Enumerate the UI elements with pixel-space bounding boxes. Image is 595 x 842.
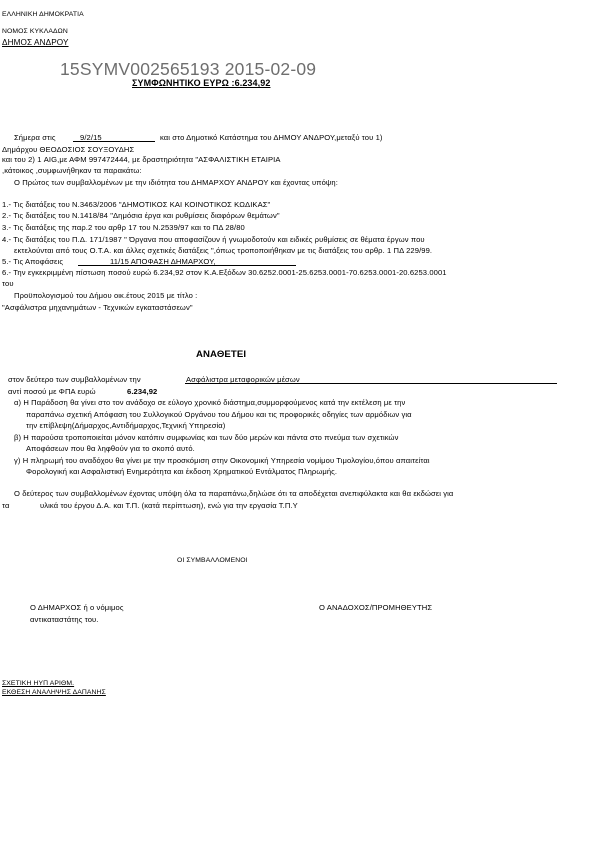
intro-place: και στο Δημοτικό Κατάστημα του ΔΗΜΟΥ ΑΝΔΡΟΥ,μεταξύ του 1) bbox=[160, 133, 383, 142]
assignment-amount-value: 6.234,92 bbox=[127, 387, 158, 396]
consideration-3: 3.- Τις διατάξεις της παρ.2 του αρθρ 17 του Ν.2539/97 και το ΠΔ 28/80 bbox=[2, 223, 245, 232]
date-fill-line bbox=[73, 141, 155, 142]
term-c-line2: Φορολογική και Ασφαλιστική Ενημερότητα και έκδοση Χρηματικού Εντάλματος Πληρωμής. bbox=[26, 467, 338, 476]
final-statement-line1: Ο δεύτερος των συμβαλλομένων έχοντας υπόψη όλα τα παραπάνω,δηλώσε ότι τα αποδέχεται ανεπιφύλακτα και θα εκδώσει για bbox=[14, 489, 454, 498]
intro-date-label: Σήμερα στις bbox=[14, 133, 56, 142]
signatory-contractor: Ο ΑΝΑΔΟΧΟΣ/ΠΡΟΜΗΘΕΥΤΗΣ bbox=[319, 603, 433, 612]
intro-first-party: Ο Πρώτος των συμβαλλομένων με την ιδιότητα του ΔΗΜΑΡΧΟΥ ΑΝΔΡΟΥ και έχοντας υπόψη: bbox=[14, 178, 338, 187]
consideration-6-line2: του bbox=[2, 279, 14, 288]
consideration-4-line2: εκτελούνται από τους Ο.Τ.Α. και άλλες σχετικές διατάξεις ",όπως τροποποιήθηκαν με τις διατάξεις του αρθρ. 1 ΠΔ 229/99. bbox=[14, 246, 433, 255]
document-title: ΣΥΜΦΩΝΗΤΙΚΟ ΕΥΡΩ :6.234,92 bbox=[132, 78, 271, 88]
assignment-subject: Ασφάλιστρα μεταφορικών μέσων bbox=[186, 375, 300, 384]
intro-mayor: Δημάρχου ΘΕΟΔΟΣΙΟΣ ΣΟΥΞΟΥΔΗΣ bbox=[2, 145, 135, 154]
consideration-6-line3: Προϋπολογισμού του Δήμου οικ.έτους 2015 με τίτλο : bbox=[14, 291, 198, 300]
assignment-intro: στον δεύτερο των συμβαλλομένων την bbox=[8, 375, 141, 384]
signatories-heading: ΟΙ ΣΥΜΒΑΛΛΟΜΕΝΟΙ bbox=[177, 557, 248, 564]
intro-contractor: και του 2) 1 AIG,με ΑΦΜ 997472444, με δραστηριότητα "ΑΣΦΑΛΙΣΤΙΚΗ ΕΤΑΙΡΙΑ bbox=[2, 155, 281, 164]
header-line-prefecture: ΝΟΜΟΣ ΚΥΚΛΑΔΩΝ bbox=[2, 28, 68, 35]
signatory-mayor-line1: Ο ΔΗΜΑΡΧΟΣ ή ο νόμιμος bbox=[30, 603, 124, 612]
final-statement-prefix: τα bbox=[2, 501, 10, 510]
consideration-6-line4: "Ασφάλιστρα μηχανημάτων - Τεχνικών εγκαταστάσεων" bbox=[2, 303, 193, 312]
intro-residence: ,κάτοικος ,συμφωνήθηκαν τα παρακάτω: bbox=[2, 166, 142, 175]
header-line-republic: ΕΛΛΗΝΙΚΗ ΔΗΜΟΚΡΑΤΙΑ bbox=[2, 11, 84, 18]
final-statement-line2: υλικά του έργου Δ.Α. και Τ.Π. (κατά περίπτωση), ενώ για την εργασία Τ.Π.Υ bbox=[40, 501, 298, 510]
footer-expense-report: ΕΚΘΕΣΗ ΑΝΑΛΗΨΗΣ ΔΑΠΑΝΗΣ bbox=[2, 689, 106, 696]
term-c-line1: γ) Η πληρωμή του αναδόχου θα γίνει με την προσκόμιση στην Οικονομική Υπηρεσία νομίμου Τιμολογίου,όπου απαιτείται bbox=[14, 456, 430, 465]
footer-reference: ΣΧΕΤΙΚΗ ΗΥΠ ΑΡΙΘΜ. bbox=[2, 680, 75, 687]
consideration-4-line1: 4.- Τις διατάξεις του Π.Δ. 171/1987 " Όργανα που αποφασίζουν ή γνωμοδοτούν και ειδικές ρυθμίσεις σε θέματα έργων που bbox=[2, 235, 425, 244]
consideration-5-value: 11/15 ΑΠΟΦΑΣΗ ΔΗΜΑΡΧΟΥ, bbox=[110, 257, 216, 266]
signatory-mayor-line2: αντικαταστάτης του. bbox=[30, 615, 99, 624]
term-b-line1: β) Η παρούσα τροποποιείται μόνον κατόπιν συμφωνίας και των δύο μερών και πάντα στο πνεύμα των σχετικών bbox=[14, 433, 399, 442]
consideration-2: 2.- Τις διατάξεις του Ν.1418/84 "Δημόσια έργα και ρυθμίσεις διαφόρων θεμάτων" bbox=[2, 211, 280, 220]
term-a-line3: την επίβλεψη(Δήμαρχος,Αντιδήμαρχος,Τεχνική Υπηρεσία) bbox=[26, 421, 226, 430]
document-stamp-id: 15SYMV002565193 2015-02-09 bbox=[60, 59, 317, 79]
assignment-amount-label: αντί ποσού με ΦΠΑ ευρώ bbox=[8, 387, 96, 396]
consideration-1: 1.- Τις διατάξεις του Ν.3463/2006 "ΔΗΜΟΤΙΚΟΣ ΚΑΙ ΚΟΙΝΟΤΙΚΟΣ ΚΩΔΙΚΑΣ" bbox=[2, 200, 271, 209]
consideration-5-label: 5.- Τις Αποφάσεις bbox=[2, 257, 64, 266]
term-a-line1: α) Η Παράδοση θα γίνει στο τον ανάδοχο σε εύλογο χρονικό διάστημα,συμμορφούμενος κατά την εκτέλεση με την bbox=[14, 398, 406, 407]
assigns-heading: ΑΝΑΘΕΤΕΙ bbox=[196, 349, 247, 360]
header-line-municipality: ΔΗΜΟΣ ΑΝΔΡΟΥ bbox=[2, 38, 69, 47]
term-a-line2: παραπάνω σχετική Απόφαση του Συλλογικού Οργάνου του Δήμου και τις προφορικές οδηγίες των αρμόδιων για bbox=[26, 410, 412, 419]
consideration-6-line1: 6.- Την εγκεκριμμένη πίστωση ποσού ευρώ 6.234,92 στον Κ.Α.Εξόδων 30.6252.0001-25.6253.0001-70.6253.0001-20.6253.0001 bbox=[2, 268, 447, 277]
term-b-line2: Αποφάσεων που θα ληφθούν για το σκοπό αυτό. bbox=[26, 444, 195, 453]
intro-date-value: 9/2/15 bbox=[80, 133, 102, 142]
